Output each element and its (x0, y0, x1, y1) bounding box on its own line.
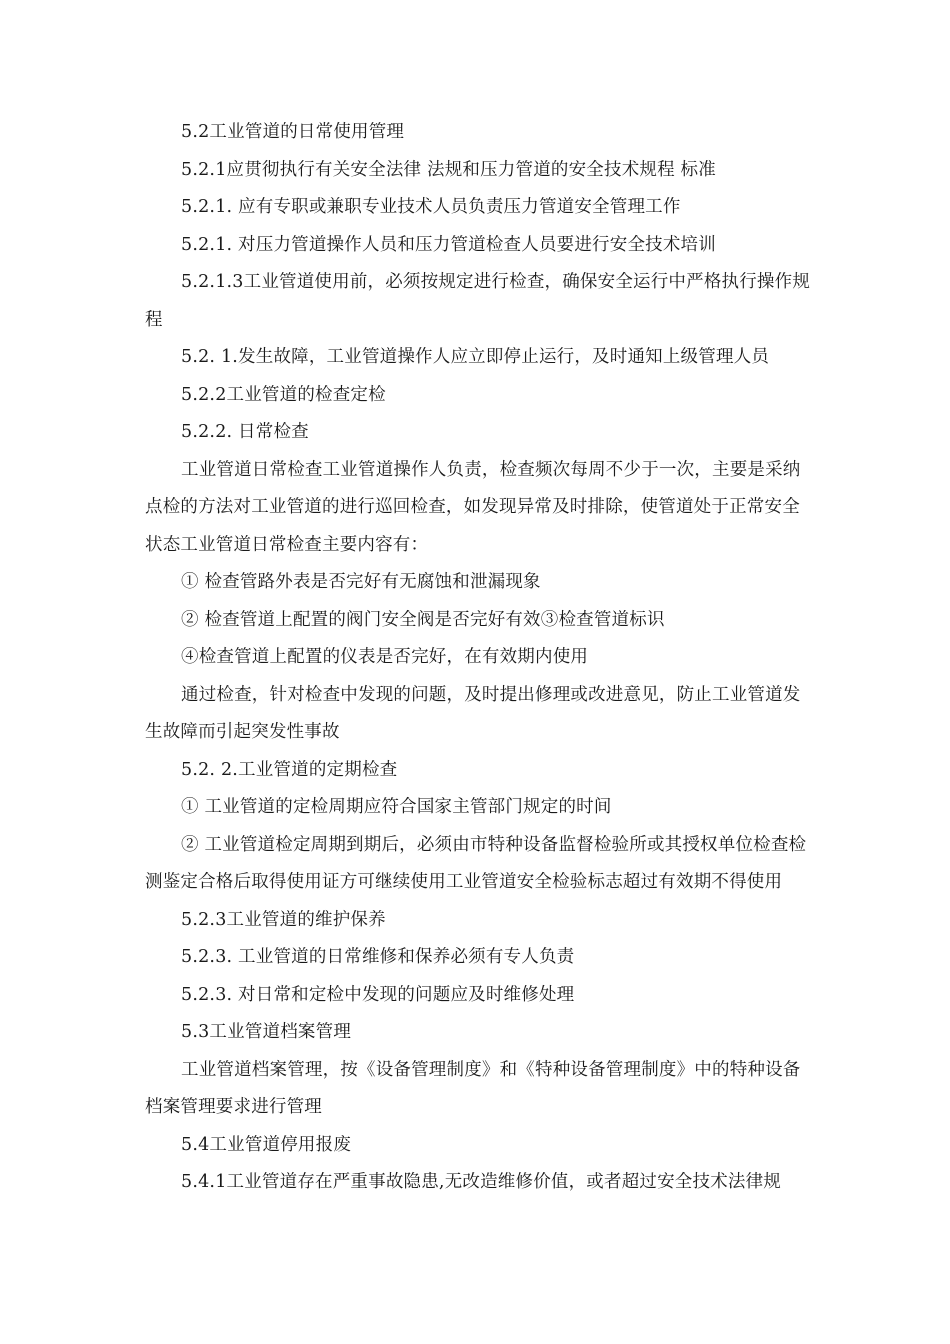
paragraph: 5.2.3. 对日常和定检中发现的问题应及时维修处理 (181, 984, 575, 1005)
section-heading: 5.2.2. 日常检查 (181, 422, 309, 442)
section-heading: 5.2.2工业管道的检查定检 (181, 384, 386, 405)
list-item: ② 检查管道上配置的阀门安全阀是否完好有效③检查管道标识 (181, 609, 665, 630)
section-heading: 5.2. 2.工业管道的定期检查 (181, 759, 398, 780)
paragraph: 5.2.1应贯彻执行有关安全法律 法规和压力管道的安全技术规程 标准 (181, 159, 716, 180)
paragraph: 5.4.1工业管道存在严重事故隐患,无改造维修价值，或者超过安全技术法律规 (181, 1172, 781, 1192)
list-item: ① 工业管道的定检周期应符合国家主管部门规定的时间 (181, 797, 612, 817)
list-item: ① 检查管路外表是否完好有无腐蚀和泄漏现象 (181, 572, 541, 592)
list-item: ④检查管道上配置的仪表是否完好，在有效期内使用 (181, 647, 589, 667)
paragraph: 5.2.1. 应有专职或兼职专业技术人员负责压力管道安全管理工作 (181, 197, 681, 217)
paragraph: 工业管道档案管理，按《设备管理制度》和《特种设备管理制度》中的特种设备档案管理要求进行管理 (145, 1059, 801, 1117)
section-heading: 5.3工业管道档案管理 (181, 1022, 352, 1042)
paragraph: 5.2.1. 对压力管道操作人员和压力管道检查人员要进行安全技术培训 (181, 234, 716, 255)
section-heading: 5.4工业管道停用报废 (181, 1134, 352, 1155)
paragraph: 工业管道日常检查工业管道操作人负责，检查频次每周不少于一次，主要是采纳点检的方法对工业管道的进行巡回检查，如发现异常及时排除，使管道处于正常安全状态工业管道日常检查主要内容有： (145, 459, 801, 555)
list-item: ② 工业管道检定周期到期后，必须由市特种设备监督检验所或其授权单位检查检测鉴定合格后取得使用证方可继续使用工业管道安全检验标志超过有效期不得使用 (145, 834, 807, 892)
section-heading: 5.2工业管道的日常使用管理 (181, 122, 405, 142)
paragraph: 5.2. 1.发生故障，工业管道操作人应立即停止运行，及时通知上级管理人员 (181, 347, 770, 367)
paragraph: 通过检查，针对检查中发现的问题，及时提出修理或改进意见，防止工业管道发生故障而引起突发性事故 (145, 684, 801, 742)
section-heading: 5.2.3工业管道的维护保养 (181, 909, 386, 930)
paragraph: 5.2.3. 工业管道的日常维修和保养必须有专人负责 (181, 947, 575, 967)
paragraph: 5.2.1.3工业管道使用前，必须按规定进行检查，确保安全运行中严格执行操作规程 (145, 272, 811, 330)
document-body (145, 114, 813, 1202)
